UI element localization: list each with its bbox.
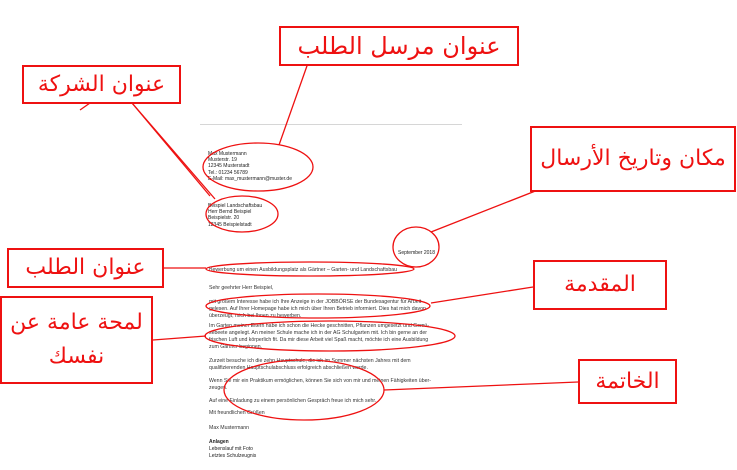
text-line: gelesen. Auf Ihrer Homepage habe ich mich über Ihren Betrieb informiert. Dies hat mich davon bbox=[209, 306, 426, 312]
attachment-item: Lebenslauf mit Foto bbox=[209, 446, 253, 452]
sender-line: Max Mustermann bbox=[208, 151, 247, 157]
text-line: zum Gärtner beginnen. bbox=[209, 344, 263, 350]
text-line: Auf eine Einladung zu einem persönlichen Gespräch freue ich mich sehr. bbox=[209, 398, 377, 404]
text-line: Zurzeit besuche ich die zehn Hauptschule, die ich im Sommer nächsten Jahres mit dem bbox=[209, 358, 411, 364]
sender-line: Musterstr. 19 bbox=[208, 157, 237, 163]
label-company-address: عنوان الشركة bbox=[22, 65, 181, 104]
recipient-line: 12345 Beispielstadt bbox=[208, 222, 252, 228]
attachments-title: Anlagen bbox=[209, 439, 229, 445]
recipient-line: Beispiel Landschaftsbau bbox=[208, 203, 263, 209]
label-place-date: مكان وتاريخ الأرسال bbox=[530, 126, 736, 192]
sender-line: E-Mail: max_mustermann@muster.de bbox=[208, 176, 292, 182]
text-line: zeugen. bbox=[209, 385, 228, 391]
text-line: mit großem Interesse habe ich Ihre Anzeige in der JOBBÖRSE der Bundesagentur für Arbeit bbox=[209, 299, 422, 305]
label-overview-line1: لمحة عامة عن bbox=[10, 310, 143, 335]
letter-subject: Bewerbung um einen Ausbildungsplatz als Gärtner – Garten- und Landschaftsbau bbox=[209, 267, 398, 273]
sender-line: Tel.: 01234 56789 bbox=[208, 170, 248, 176]
letter-signature: Max Mustermann bbox=[209, 425, 250, 431]
text-line: qualifizierenden Hauptschulabschluss erfolgreich abschließen werde. bbox=[209, 365, 368, 371]
label-introduction: المقدمة bbox=[533, 260, 667, 310]
label-overview bbox=[0, 296, 153, 384]
recipient-line: Herr Bernd Beispiel bbox=[208, 209, 252, 215]
text-line: Wenn Sie mir ein Praktikum ermöglichen, können Sie sich von mir und meinen Fähigkeiten über- bbox=[209, 378, 431, 384]
letter-salutation: Sehr geehrter Herr Beispiel, bbox=[209, 285, 274, 291]
text-line: Im Garten meiner Eltern habe ich schon die Hecke geschnitten, Pflanzen umgesetzt und Gemü- bbox=[209, 323, 430, 329]
label-sender-address: عنوان مرسل الطلب bbox=[279, 26, 519, 66]
page-divider bbox=[200, 124, 462, 125]
letter-date: September 2018 bbox=[398, 250, 435, 256]
label-subject: عنوان الطلب bbox=[7, 248, 164, 288]
label-conclusion: الخاتمة bbox=[578, 359, 677, 404]
sender-line: 12345 Musterstadt bbox=[208, 163, 250, 169]
text-line: sebeete angelegt. An meiner Schule mache ich in der AG Schulgarten mit. Ich bin gerne an der bbox=[209, 330, 428, 336]
text-line: überzeugt, mich bei Ihnen zu bewerben. bbox=[209, 313, 302, 319]
label-overview-line2: نفسك bbox=[48, 344, 105, 369]
attachment-item: Letztes Schulzeugnis bbox=[209, 453, 257, 459]
pointer-company bbox=[80, 103, 90, 110]
text-line: frischen Luft und körperlich fit. Da mir diese Arbeit viel Spaß macht, möchte ich eine Ausbildung bbox=[209, 337, 429, 343]
letter-regards: Mit freundlichen Grüßen bbox=[209, 410, 265, 416]
recipient-line: Beispielstr. 20 bbox=[208, 215, 240, 221]
